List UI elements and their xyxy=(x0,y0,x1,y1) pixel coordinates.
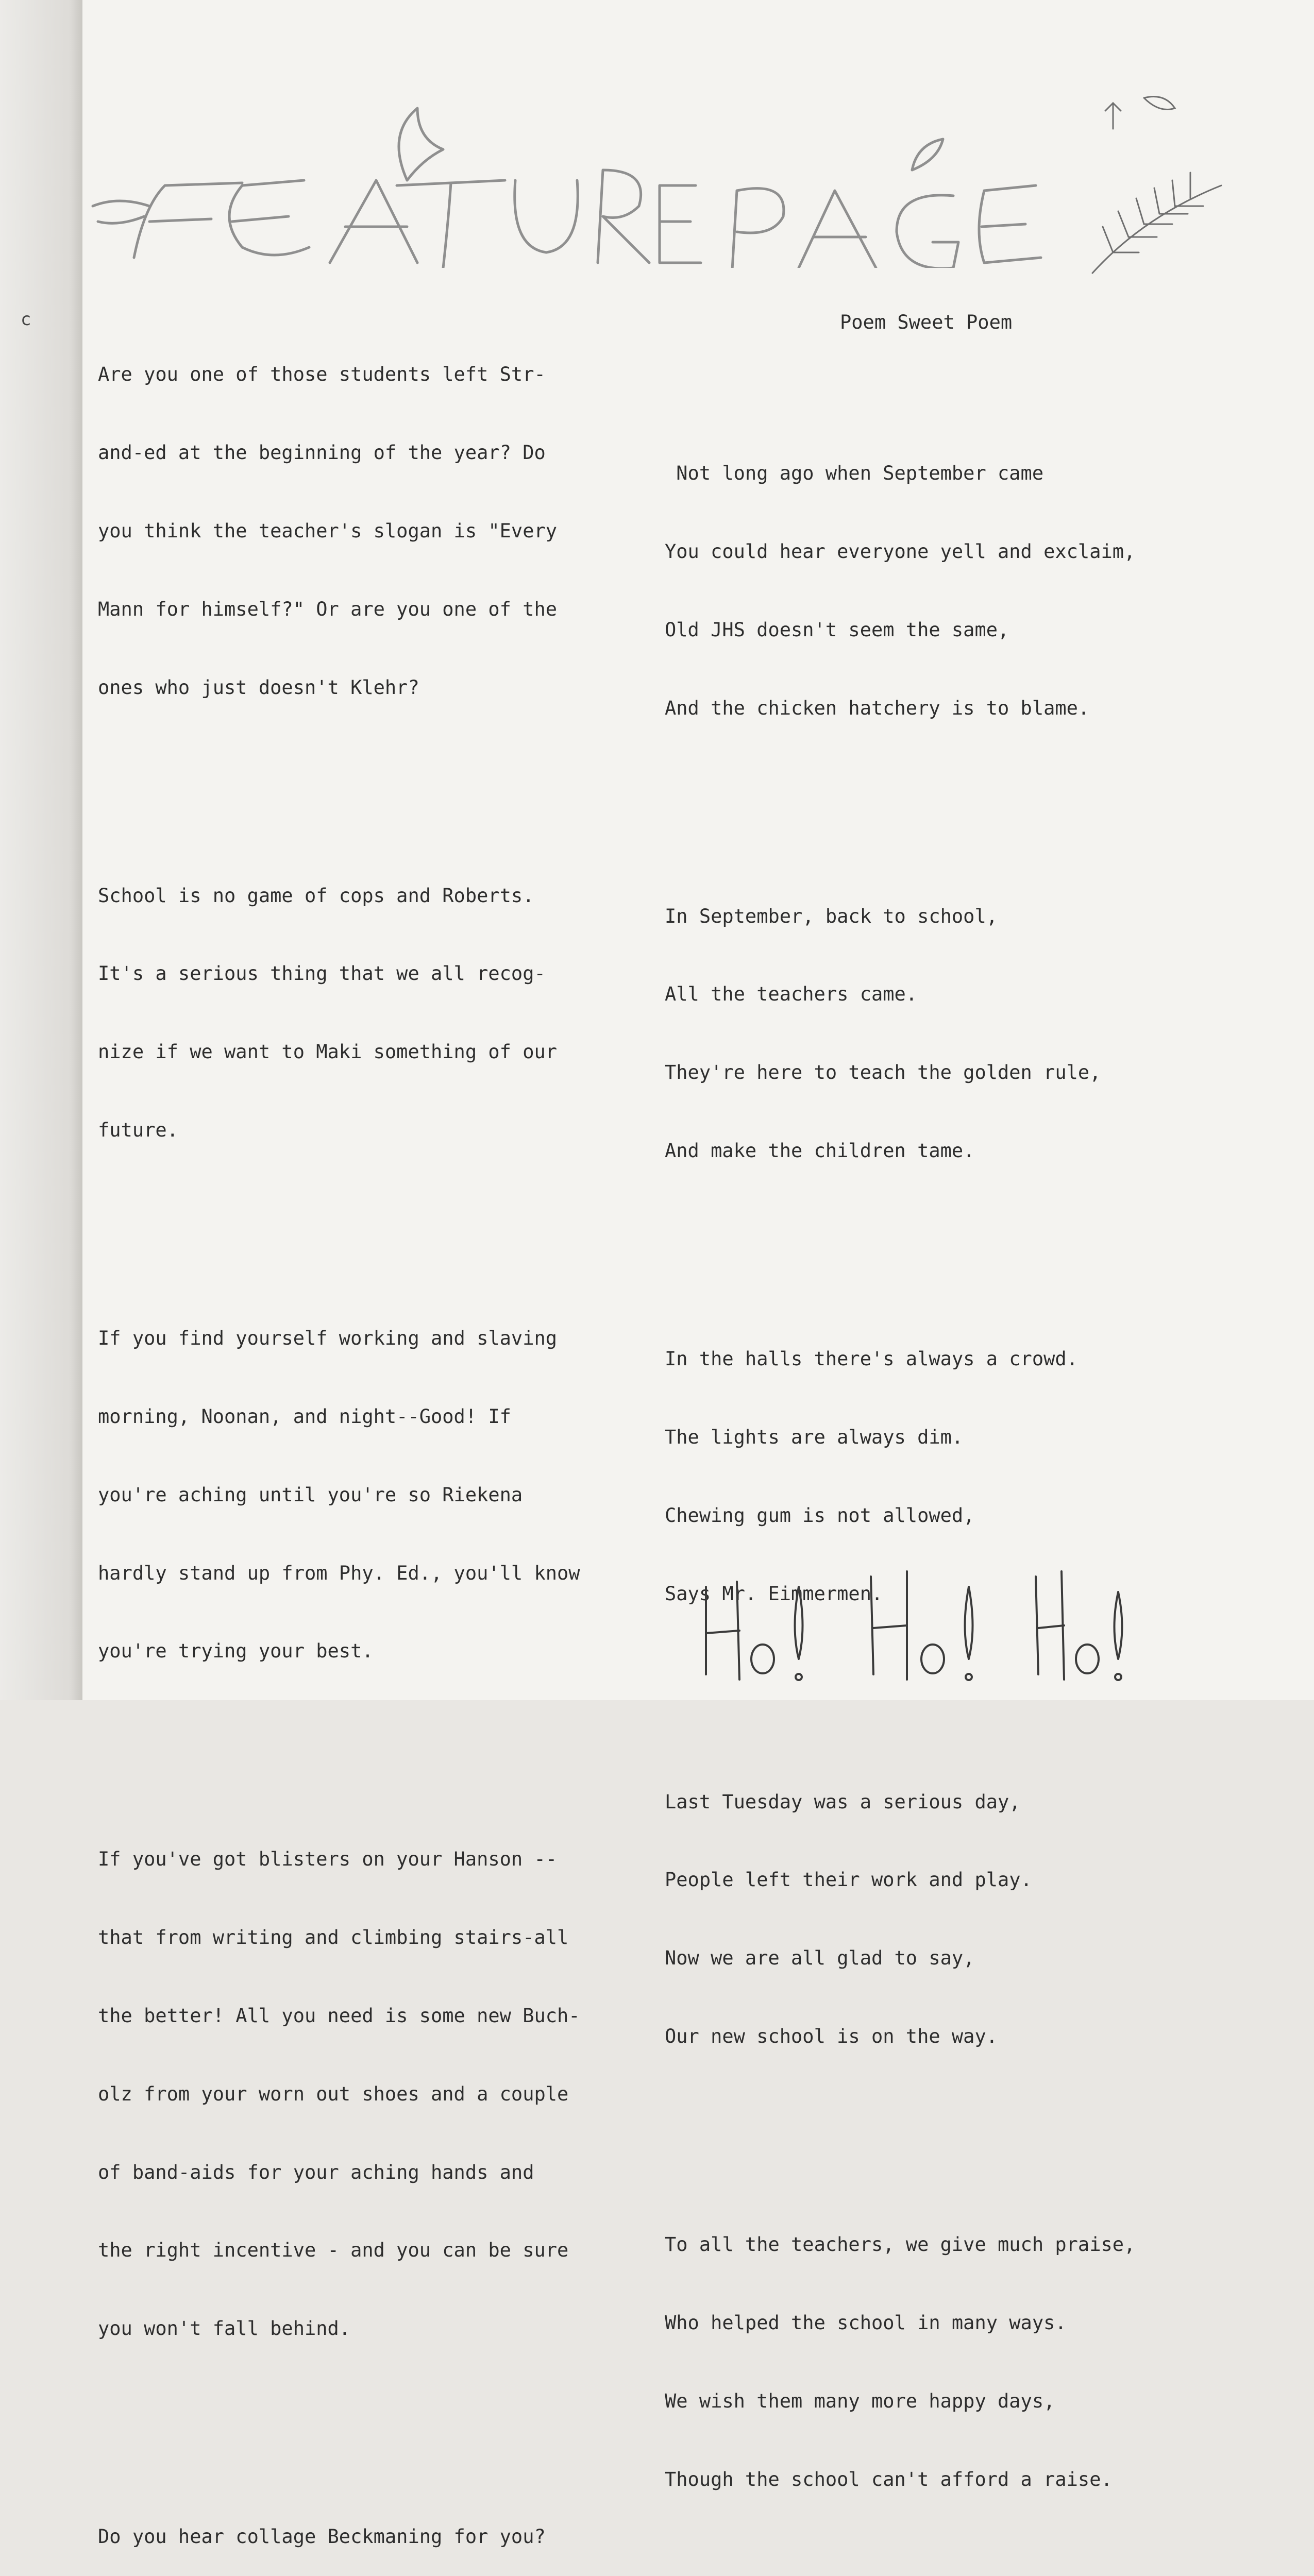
text-line: Says Mr. Eimmermen. xyxy=(665,1582,883,1605)
text-line: If you've got blisters on your Hanson -- xyxy=(98,1848,558,1871)
article-paragraph-1 xyxy=(98,310,639,753)
poem-title: Poem Sweet Poem xyxy=(840,311,1013,334)
text-line: ones who just doesn't Klehr? xyxy=(98,676,419,699)
ho-ho-ho-drawing xyxy=(690,1556,1185,1690)
text-line: Mann for himself?" Or are you one of the xyxy=(98,598,558,620)
text-line: Not long ago when September came xyxy=(665,462,1044,485)
text-line: Who helped the school in many ways. xyxy=(665,2311,1067,2334)
text-line: Old JHS doesn't seem the same, xyxy=(665,618,1009,641)
text-line: you won't fall behind. xyxy=(98,2317,351,2340)
poem-stanza-5 xyxy=(665,2180,1211,2545)
article-paragraph-5 xyxy=(98,2472,639,2576)
text-line: All the teachers came. xyxy=(665,983,918,1006)
article-paragraph-2 xyxy=(98,831,639,1195)
text-line: You could hear everyone yell and exclaim, xyxy=(665,540,1136,563)
text-line: you're trying your best. xyxy=(98,1640,374,1663)
text-line: the right incentive - and you can be sure xyxy=(98,2239,569,2262)
page-binding-shadow xyxy=(0,0,82,1700)
text-line: Chewing gum is not allowed, xyxy=(665,1504,975,1527)
text-line: And make the children tame. xyxy=(665,1140,975,1162)
text-line: In September, back to school, xyxy=(665,905,998,927)
text-line: you think the teacher's slogan is "Every xyxy=(98,519,558,542)
text-line: morning, Noonan, and night--Good! If xyxy=(98,1405,511,1428)
binding-mark: c xyxy=(21,309,31,330)
text-line: It's a serious thing that we all recog- xyxy=(98,962,546,985)
poem-stanza-4 xyxy=(665,1737,1211,2102)
text-line: School is no game of cops and Roberts. xyxy=(98,884,534,907)
text-line: you're aching until you're so Riekena xyxy=(98,1483,523,1506)
text-line: Now we are all glad to say, xyxy=(665,1947,975,1970)
feature-page-masthead xyxy=(88,52,1118,268)
text-line: the better! All you need is some new Buch- xyxy=(98,2005,580,2027)
text-line: that from writing and climbing stairs-all xyxy=(98,1926,569,1949)
text-line: Are you one of those students left Str- xyxy=(98,363,546,386)
left-column xyxy=(98,258,639,2576)
pine-branch-drawing xyxy=(1082,82,1226,278)
text-line: The lights are always dim. xyxy=(665,1426,964,1448)
text-line: Do you hear collage Beckmaning for you? xyxy=(98,2526,546,2548)
text-line: We wish them many more happy days, xyxy=(665,2389,1055,2412)
text-line: In the halls there's always a crowd. xyxy=(665,1348,1078,1370)
article-paragraph-3 xyxy=(98,1274,639,1717)
text-line: future. xyxy=(98,1119,178,1141)
article-paragraph-4 xyxy=(98,1794,639,2394)
text-line: nize if we want to Maki something of our xyxy=(98,1041,558,1063)
text-line: Last Tuesday was a serious day, xyxy=(665,1790,1021,1813)
poem-stanza-1 xyxy=(665,409,1211,773)
text-line: People left their work and play. xyxy=(665,1869,1032,1891)
text-line: If you find yourself working and slaving xyxy=(98,1327,558,1350)
text-line: To all the teachers, we give much praise, xyxy=(665,2233,1136,2256)
text-line: They're here to teach the golden rule, xyxy=(665,1061,1101,1084)
text-line: of band-aids for your aching hands and xyxy=(98,2161,534,2183)
text-line: hardly stand up from Phy. Ed., you'll know xyxy=(98,1562,580,1584)
text-line: olz from your worn out shoes and a couple xyxy=(98,2082,569,2105)
poem-stanza-2 xyxy=(665,851,1211,1216)
text-line: and-ed at the beginning of the year? Do xyxy=(98,442,546,464)
text-line: Our new school is on the way. xyxy=(665,2025,998,2047)
text-line: And the chicken hatchery is to blame. xyxy=(665,697,1090,719)
text-line: Though the school can't afford a raise. xyxy=(665,2468,1113,2490)
right-column xyxy=(665,258,1211,2576)
